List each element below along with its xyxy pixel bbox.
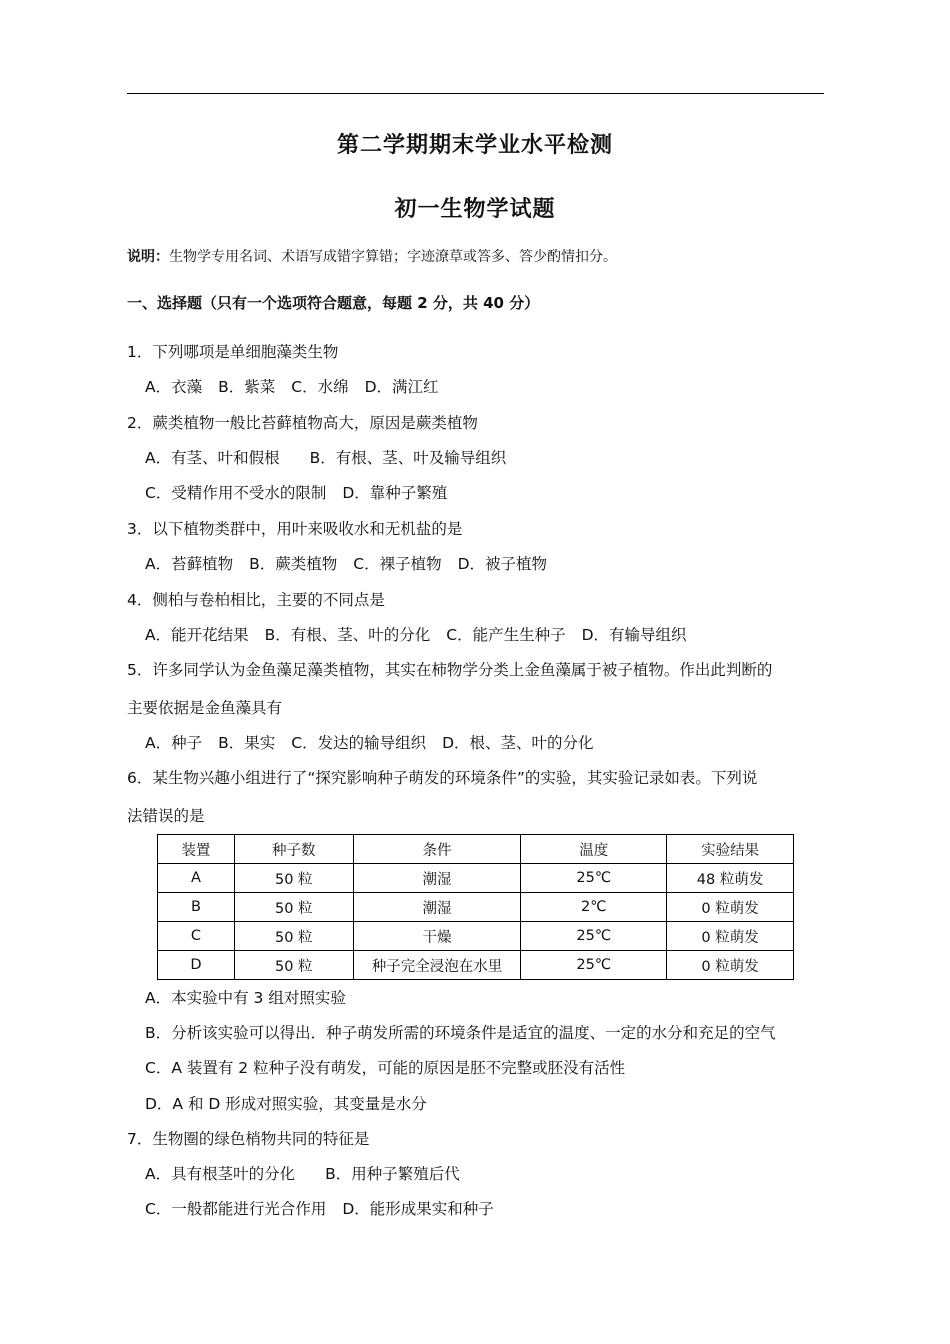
- q3-option-d: D．被子植物: [457, 555, 548, 573]
- table-cell: 25℃: [521, 922, 667, 951]
- question-4-stem: 4．侧柏与卷柏相比，主要的不同点是: [127, 591, 385, 609]
- q1-option-b: B．紫菜: [218, 378, 276, 396]
- section-title: 一、选择题（只有一个选项符合题意，每题 2 分，共 40 分）: [127, 294, 540, 312]
- table-row: [158, 864, 794, 893]
- question-7-options-row2: [145, 1197, 510, 1219]
- question-5-stem: 5．许多同学认为金鱼藻足藻类植物，其实在柿物学分类上金鱼藻属于被子植物。作出此判断的: [127, 661, 773, 679]
- table-cell: 潮湿: [353, 893, 521, 922]
- question-2-stem: 2．蕨类植物一般比苔藓植物高大，原因是蕨类植物: [127, 414, 478, 432]
- question-7-stem: 7．生物圈的绿色梢物共同的特征是: [127, 1130, 370, 1148]
- table-cell: C: [158, 922, 235, 951]
- question-6-stem: 6．某生物兴趣小组进行了“探究影响种子萌发的环境条件”的实验，其实验记录如表。下列说: [127, 769, 758, 787]
- table-cell: B: [158, 893, 235, 922]
- question-2-options-row2: [145, 481, 463, 503]
- table-cell: 50 粒: [234, 864, 353, 893]
- table-cell: 0 粒萌发: [667, 951, 794, 980]
- table-header-cell: 温度: [521, 835, 667, 864]
- note-label: 说明：: [127, 249, 169, 265]
- table-cell: 0 粒萌发: [667, 922, 794, 951]
- q1-option-c: C．水绵: [291, 378, 349, 396]
- table-cell: 种子完全浸泡在水里: [353, 951, 521, 980]
- question-5-options: [145, 731, 610, 753]
- exam-subtitle: 初一生物学试题: [394, 197, 556, 222]
- table-cell: 0 粒萌发: [667, 893, 794, 922]
- q6-option-b: B．分析该实验可以得出．种子萌发所需的环境条件是适宜的温度、一定的水分和充足的空气: [145, 1024, 776, 1042]
- experiment-table: [157, 834, 794, 980]
- table-cell: 2℃: [521, 893, 667, 922]
- q6-option-c: C．A 装置有 2 粒种子没有萌发，可能的原因是胚不完整或胚没有活性: [145, 1059, 626, 1077]
- q7-option-c: C．一般都能进行光合作用: [145, 1200, 327, 1218]
- q5-option-b: B．果实: [218, 734, 276, 752]
- q2-option-a: A．有茎、叶和假根: [145, 449, 280, 467]
- table-cell: 潮湿: [353, 864, 521, 893]
- note-text: 生物学专用名词、术语写成错字算错；字迹潦草或答多、答少酌情扣分。: [169, 249, 617, 265]
- table-cell: 干燥: [353, 922, 521, 951]
- q2-option-d: D．靠种子繁殖: [342, 484, 448, 502]
- table-header-row: [158, 835, 794, 864]
- table-cell: 50 粒: [234, 951, 353, 980]
- q5-option-a: A．种子: [145, 734, 203, 752]
- q2-option-c: C．受精作用不受水的限制: [145, 484, 327, 502]
- table-cell: 25℃: [521, 951, 667, 980]
- question-5-stem-continued: 主要依据是金鱼藻具有: [127, 699, 283, 717]
- table-cell: D: [158, 951, 235, 980]
- table-header-cell: 装置: [158, 835, 235, 864]
- table-cell: 48 粒萌发: [667, 864, 794, 893]
- question-7-options-row1: [145, 1162, 490, 1184]
- q7-option-d: D．能形成果实和种子: [342, 1200, 494, 1218]
- table-header-cell: 实验结果: [667, 835, 794, 864]
- question-2-options-row1: [145, 446, 536, 468]
- question-3-options: [145, 552, 563, 574]
- exam-title: 第二学期期末学业水平检测: [336, 133, 613, 158]
- table-cell: A: [158, 864, 235, 893]
- q4-option-c: C．能产生生种子: [446, 626, 566, 644]
- q6-option-a: A．本实验中有 3 组对照实验: [145, 989, 346, 1007]
- q5-option-d: D．根、茎、叶的分化: [442, 734, 594, 752]
- q1-option-d: D．满江红: [364, 378, 439, 396]
- q3-option-c: C．裸子植物: [353, 555, 442, 573]
- q7-option-a: A．具有根茎叶的分化: [145, 1165, 296, 1183]
- q4-option-b: B．有根、茎、叶的分化: [264, 626, 431, 644]
- table-cell: 25℃: [521, 864, 667, 893]
- q3-option-a: A．苔藓植物: [145, 555, 234, 573]
- q6-option-d: D．A 和 D 形成对照实验，其变量是水分: [145, 1095, 427, 1113]
- question-1-stem: 1．下列哪项是单细胞藻类生物: [127, 343, 339, 361]
- table-cell: 50 粒: [234, 893, 353, 922]
- q1-option-a: A．衣藻: [145, 378, 203, 396]
- q4-option-d: D．有输导组织: [581, 626, 687, 644]
- question-6-stem-continued: 法错误的是: [127, 807, 205, 825]
- table-row: [158, 951, 794, 980]
- table-row: [158, 922, 794, 951]
- question-3-stem: 3．以下植物类群中，用叶来吸收水和无机盐的是: [127, 520, 463, 538]
- question-1-options: [145, 375, 455, 397]
- table-cell: 50 粒: [234, 922, 353, 951]
- question-4-options: [145, 623, 703, 645]
- table-row: [158, 893, 794, 922]
- q5-option-c: C．发达的输导组织: [291, 734, 427, 752]
- exam-note: [127, 246, 617, 266]
- q4-option-a: A．能开花结果: [145, 626, 249, 644]
- q2-option-b: B．有根、茎、叶及输导组织: [309, 449, 507, 467]
- q3-option-b: B．蕨类植物: [249, 555, 338, 573]
- header-rule: [127, 93, 824, 94]
- q7-option-b: B．用种子繁殖后代: [325, 1165, 460, 1183]
- table-header-cell: 条件: [353, 835, 521, 864]
- table-header-cell: 种子数: [234, 835, 353, 864]
